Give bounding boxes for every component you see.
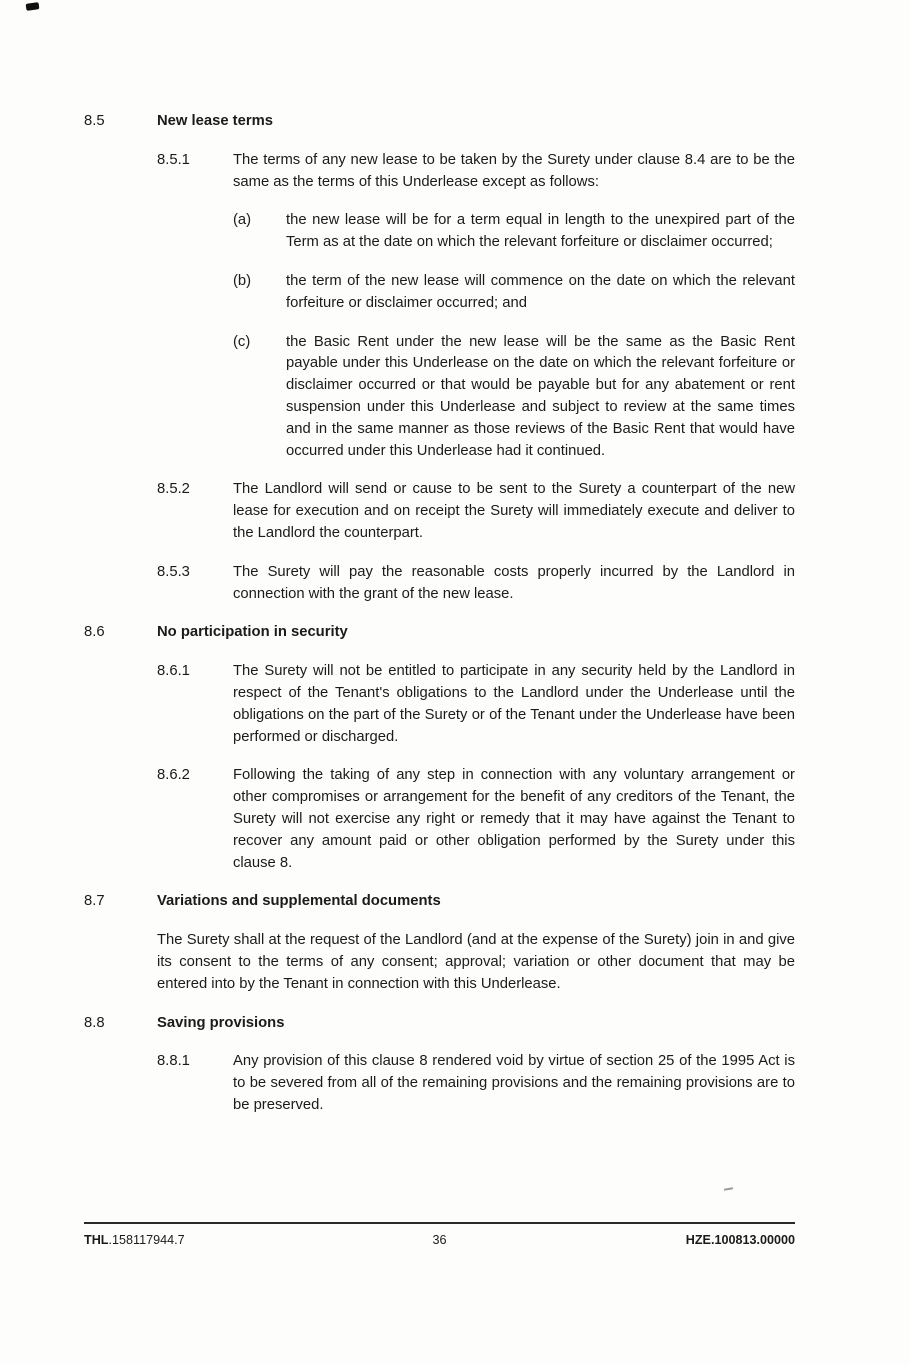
subsection-number: 8.5.3 — [157, 563, 190, 580]
subsection-text: The Surety will pay the reasonable costs properly incurred by the Landlord in connection with the grant of the new lease. — [233, 563, 795, 602]
subsection-number: 8.5.2 — [157, 481, 190, 498]
document-body — [84, 111, 795, 1134]
list-item — [233, 210, 795, 254]
section-heading: Saving provisions — [157, 1014, 285, 1031]
list-item-label: (b) — [233, 272, 252, 289]
section-number: 8.8 — [84, 1014, 105, 1031]
section-heading-row — [84, 111, 795, 133]
subsection-text: The Surety will not be entitled to participate in any security held by the Landlord in respect of the Tenant's obligations to the Landlord under the Underlease until the obligations on the part of the Surety or of the Tenant under the Underlease have been performed or discharged. — [233, 663, 795, 745]
section-heading: Variations and supplemental documents — [157, 893, 441, 910]
list-item-label: (c) — [233, 333, 251, 350]
section-heading: New lease terms — [157, 113, 273, 129]
section-heading-row — [84, 891, 795, 913]
subsection-row — [157, 1051, 795, 1116]
subsection-number: 8.5.1 — [157, 151, 190, 168]
subsection-text: The terms of any new lease to be taken by the Surety under clause 8.4 are to be the same as the terms of this Underlease except as follows: — [233, 151, 795, 190]
list-item-text: the Basic Rent under the new lease will be the same as the Basic Rent payable under this Underlease on the date on which the relevant forfeiture or disclaimer occurred or that would be payable but for any abatement or rent suspension under this Underlease and subject to review at the same times and in the same manner as those reviews of the Basic Rent that would have occurred under this Underlease had it continued. — [286, 333, 795, 459]
subsection-text: Following the taking of any step in connection with any voluntary arrangement or other compromises or arrangement for the benefit of any creditors of the Tenant, the Surety will not exercise any right or remedy that it may have against the Tenant to recover any amount paid or other obligation performed by the Surety under this clause 8. — [233, 767, 795, 871]
section-number: 8.7 — [84, 893, 105, 910]
subsection-row — [157, 479, 795, 544]
list-item-text: the new lease will be for a term equal in length to the unexpired part of the Term as at the date on which the relevant forfeiture or disclaimer occurred; — [286, 212, 795, 251]
subsection-row — [157, 150, 795, 194]
footer-reference-right: HZE.100813.00000 — [685, 1233, 795, 1247]
list-item-label: (a) — [233, 212, 252, 229]
subsection-number: 8.6.1 — [157, 663, 190, 680]
scan-artifact — [26, 2, 40, 11]
subsection-row — [157, 562, 795, 606]
list-item-text: the term of the new lease will commence on the date on which the relevant forfeiture or disclaimer occurred; and — [286, 272, 795, 311]
page-footer — [84, 1222, 795, 1247]
subsection-text: Any provision of this clause 8 rendered void by virtue of section 25 of the 1995 Act is to be severed from all of the remaining provisions and the remaining provisions are to be preserved. — [233, 1053, 795, 1113]
page-number: 36 — [432, 1233, 447, 1247]
footer-reference-left — [84, 1233, 321, 1247]
subsection-row — [157, 661, 795, 748]
list-item — [233, 332, 795, 463]
list-item — [233, 271, 795, 315]
section-heading: No participation in security — [157, 624, 348, 641]
footer-ref-prefix: THL — [84, 1233, 109, 1247]
section-heading-row — [84, 1013, 795, 1035]
subsection-row — [157, 765, 795, 874]
subsection-number: 8.6.2 — [157, 767, 190, 784]
subsection-text: The Landlord will send or cause to be sent to the Surety a counterpart of the new lease for execution and on receipt the Surety will immediately execute and deliver to the Landlord the counterpart. — [233, 481, 795, 541]
section-number: 8.5 — [84, 113, 105, 129]
subsection-number: 8.8.1 — [157, 1053, 190, 1070]
footer-ref-number: .158117944.7 — [108, 1233, 185, 1247]
scan-artifact — [724, 1187, 733, 1191]
section-paragraph: The Surety shall at the request of the Landlord (and at the expense of the Surety) join in and give its consent to the terms of any consent; approval; variation or other document that may be entered into by the Tenant in connection with this Underlease. — [157, 932, 795, 992]
section-heading-row — [84, 622, 795, 644]
section-number: 8.6 — [84, 624, 105, 641]
